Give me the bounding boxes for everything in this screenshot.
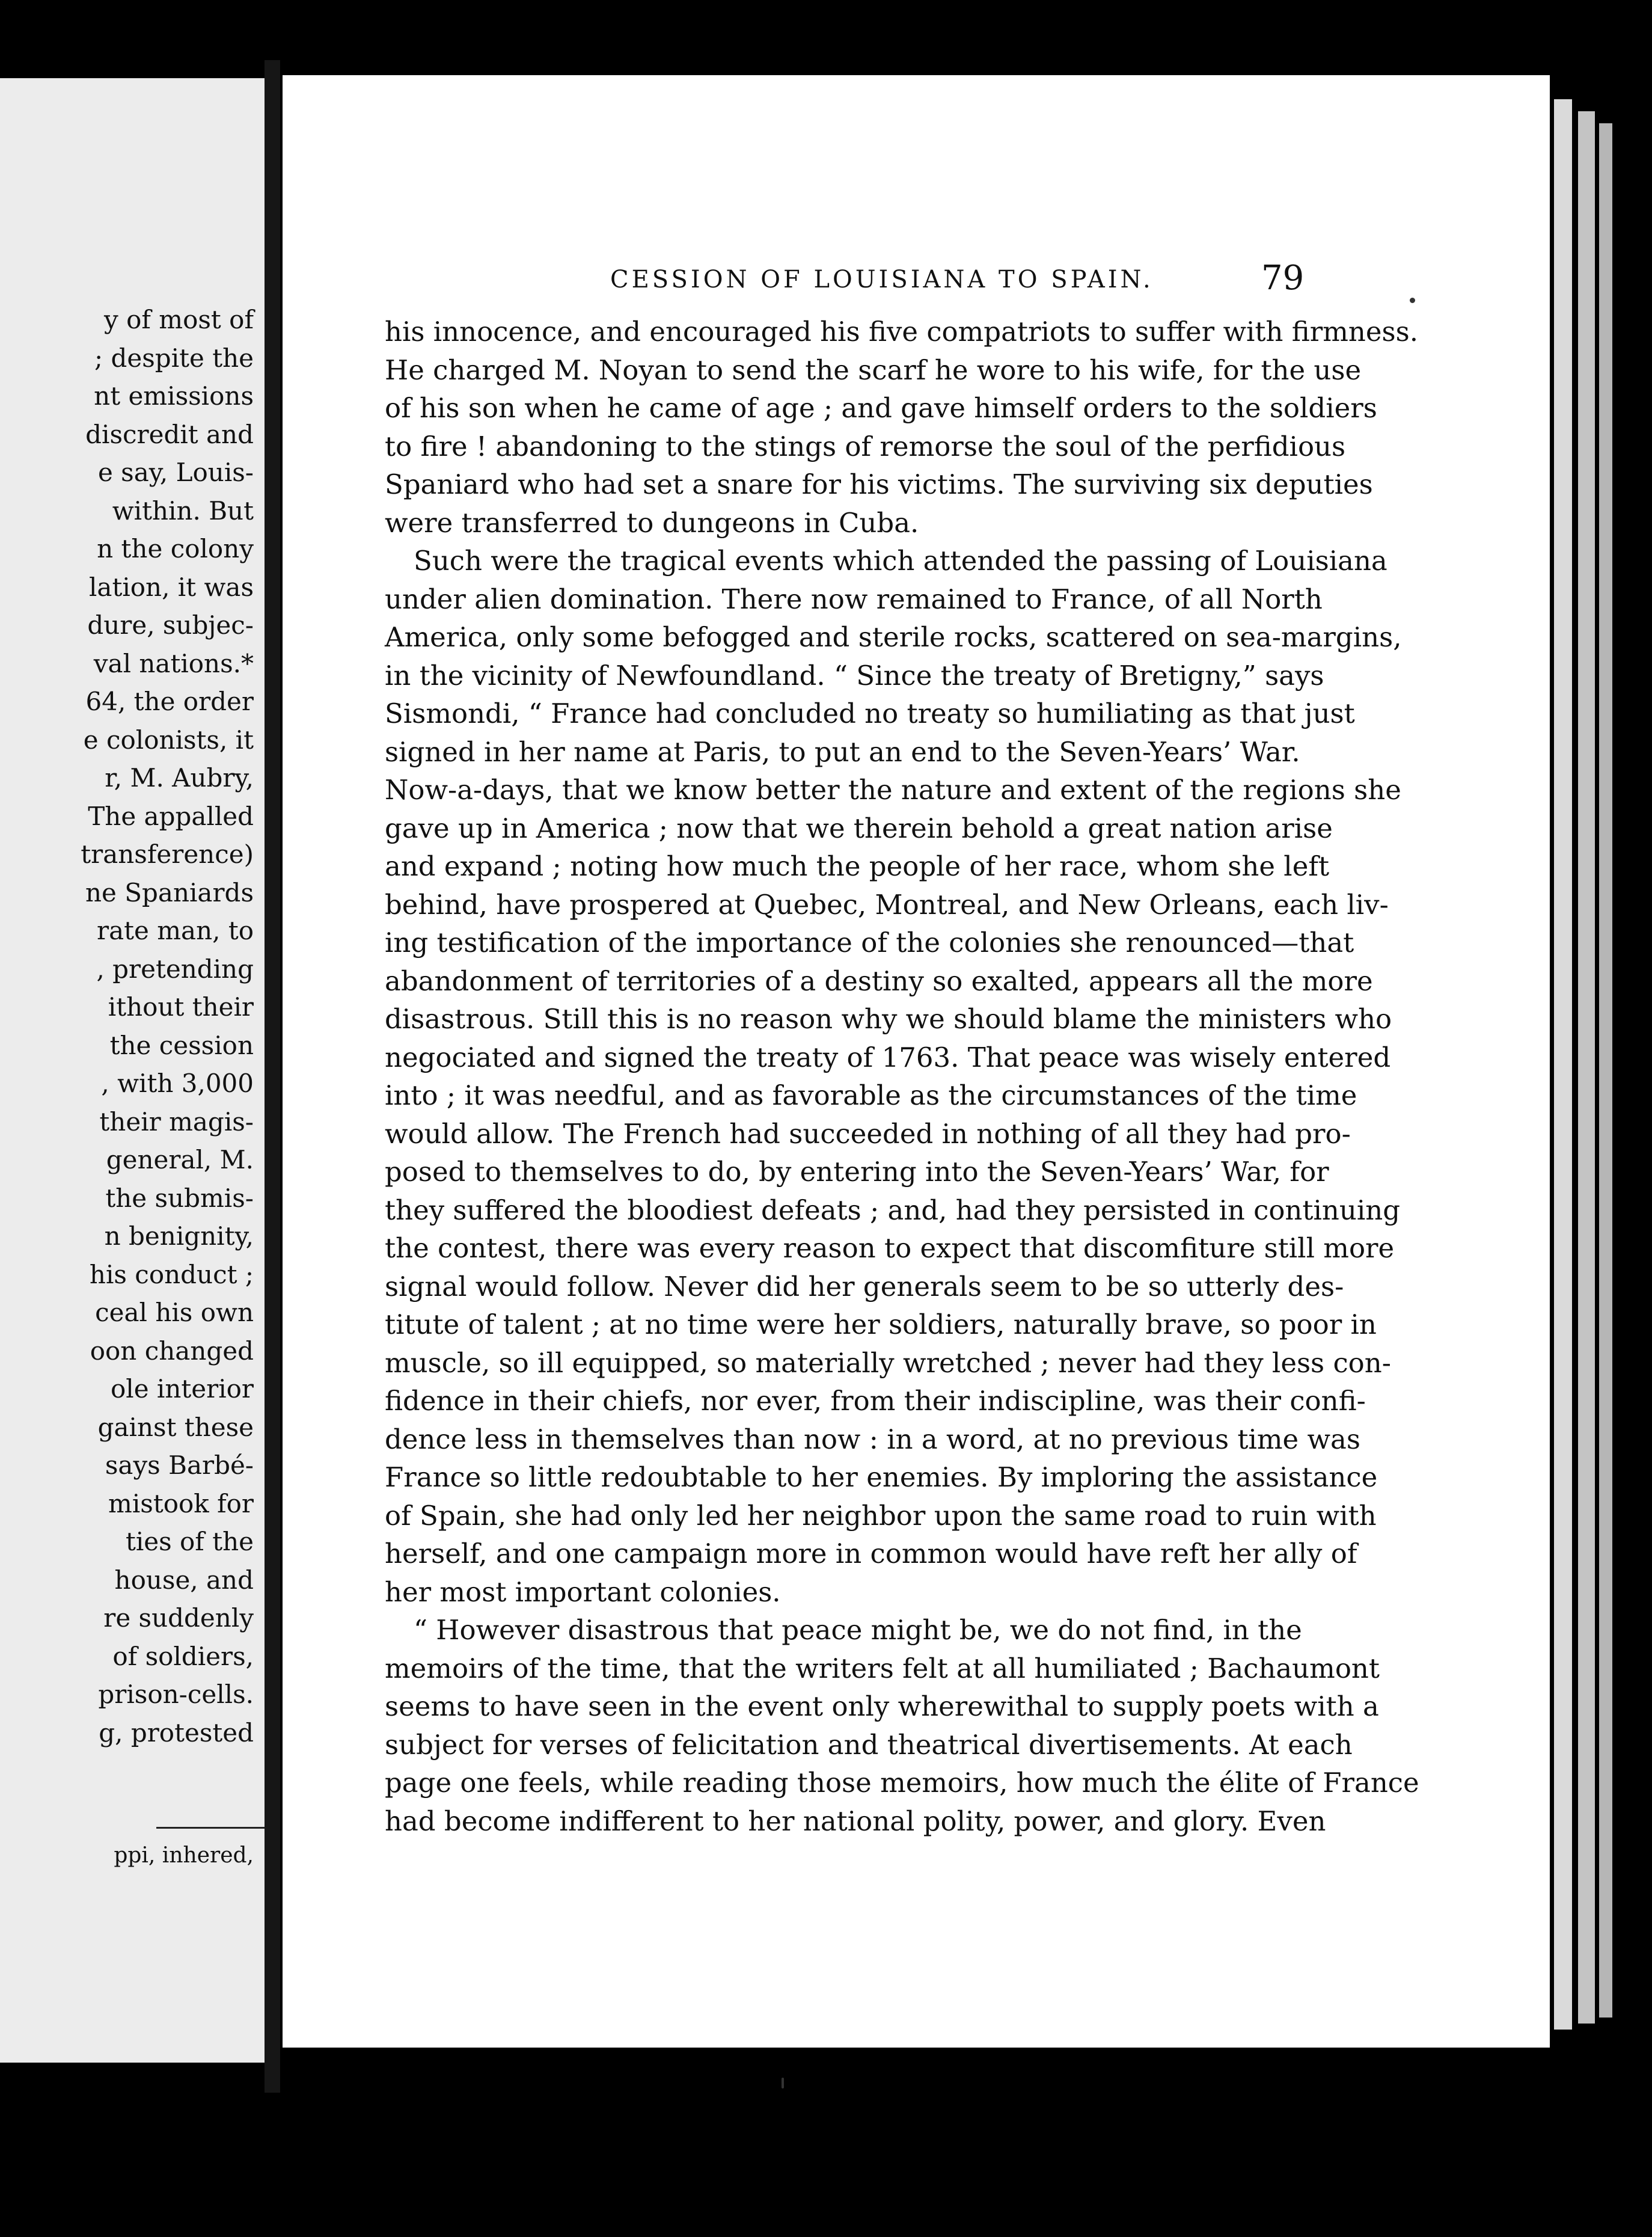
right-page <box>283 75 1550 2048</box>
left-page-line: mistook for <box>108 1488 254 1518</box>
left-page-line: re suddenly <box>103 1603 254 1633</box>
text-line: muscle, so ill equipped, so materially wretched ; never had they less con- <box>385 1346 1391 1379</box>
left-page-line: ; despite the <box>94 343 254 373</box>
text-line: memoirs of the time, that the writers felt at all humiliated ; Bachaumont <box>385 1652 1380 1684</box>
running-head-title: CESSION OF LOUISIANA TO SPAIN. <box>610 266 1154 293</box>
left-page-line: general, M. <box>106 1145 254 1174</box>
book-gutter <box>265 60 280 2093</box>
left-page-line: e colonists, it <box>83 725 254 755</box>
left-page-line: 64, the order <box>85 687 254 716</box>
text-line: Sismondi, “ France had concluded no treaty so humiliating as that just <box>385 698 1355 729</box>
text-line: He charged M. Noyan to send the scarf he wore to his wife, for the use <box>385 354 1362 386</box>
text-line: page one feels, while reading those memoirs, how much the élite of France <box>385 1767 1419 1799</box>
text-line: were transferred to dungeons in Cuba. <box>385 506 919 539</box>
left-page-line: r, M. Aubry, <box>105 763 254 793</box>
left-page-line: n benignity, <box>104 1221 254 1251</box>
left-page-line: the submis- <box>105 1183 254 1213</box>
left-page-line: g, protested <box>99 1717 254 1748</box>
left-page-line: , with 3,000 <box>101 1069 254 1098</box>
text-line: would allow. The French had succeeded in nothing of all they had pro- <box>385 1117 1351 1150</box>
page-edge <box>1578 111 1595 2024</box>
scan-speck <box>1410 298 1415 303</box>
text-line: Such were the tragical events which attended the passing of Louisiana <box>414 545 1387 577</box>
scan-speck <box>782 2078 784 2088</box>
left-page-line: says Barbé- <box>105 1450 254 1480</box>
left-page-line: ole interior <box>110 1374 254 1404</box>
left-page-line: e say, Louis- <box>97 458 254 487</box>
left-page-line: rate man, to <box>97 916 254 945</box>
left-page-line: val nations.* <box>93 648 254 678</box>
footnote-rule <box>156 1827 265 1829</box>
left-page-line: ceal his own <box>95 1298 254 1327</box>
text-line: Now-a-days, that we know better the nature and extent of the regions she <box>385 774 1401 806</box>
left-page-line: n the colony <box>97 534 254 563</box>
page-number: 79 <box>1261 259 1305 298</box>
text-line: into ; it was needful, and as favorable as the circumstances of the time <box>385 1079 1357 1111</box>
body-text <box>385 313 1419 1840</box>
text-line: in the vicinity of Newfoundland. “ Since the treaty of Bretigny,” says <box>385 659 1324 692</box>
left-page-footnote: ppi, inhered, <box>114 1843 254 1868</box>
text-line: had become indifferent to her national polity, power, and glory. Even <box>385 1805 1326 1837</box>
text-line: America, only some befogged and sterile rocks, scattered on sea-margins, <box>385 621 1402 653</box>
left-page-line: , pretending <box>96 954 254 984</box>
left-page-line: transference) <box>81 839 254 869</box>
text-line: gave up in America ; now that we therein behold a great nation arise <box>385 812 1333 844</box>
left-page-line: gainst these <box>97 1412 254 1442</box>
text-line: signed in her name at Paris, to put an end to the Seven-Years’ War. <box>385 735 1300 768</box>
left-page-line: of soldiers, <box>112 1641 254 1671</box>
left-page-line: their magis- <box>99 1106 254 1137</box>
left-page-line: house, and <box>114 1565 254 1595</box>
text-line: to fire ! abandoning to the stings of remorse the soul of the perfidious <box>385 430 1346 462</box>
text-line: her most important colonies. <box>385 1576 781 1608</box>
left-page-line: ties of the <box>125 1527 254 1556</box>
text-line: posed to themselves to do, by entering into the Seven-Years’ War, for <box>385 1156 1329 1188</box>
text-line: France so little redoubtable to her enemies. By imploring the assistance <box>385 1461 1378 1493</box>
left-page-line: oon changed <box>90 1336 254 1366</box>
text-line: signal would follow. Never did her generals seem to be so utterly des- <box>385 1270 1344 1303</box>
text-line: dence less in themselves than now : in a word, at no previous time was <box>385 1423 1360 1455</box>
text-line: under alien domination. There now remained to France, of all North <box>385 583 1323 615</box>
text-line: of his son when he came of age ; and gave himself orders to the soldiers <box>385 392 1377 424</box>
text-line: fidence in their chiefs, nor ever, from their indiscipline, was their confi- <box>385 1385 1366 1417</box>
left-page-line: discredit and <box>85 419 254 449</box>
text-line: Spaniard who had set a snare for his victims. The surviving six deputies <box>385 468 1373 500</box>
text-line: behind, have prospered at Quebec, Montreal, and New Orleans, each liv- <box>385 888 1389 921</box>
text-line: ing testification of the importance of the colonies she renounced—that <box>385 927 1354 959</box>
left-page-text <box>1 301 254 1752</box>
text-line: his innocence, and encouraged his five compatriots to suffer with firmness. <box>385 316 1419 348</box>
page-edge <box>1554 99 1572 2030</box>
text-line: negociated and signed the treaty of 1763. That peace was wisely entered <box>385 1041 1391 1073</box>
text-line: and expand ; noting how much the people of her race, whom she left <box>385 850 1330 882</box>
left-page-line: ne Spaniards <box>85 877 254 907</box>
left-page-line: dure, subjec- <box>87 610 254 640</box>
left-page-line: prison-cells. <box>98 1680 254 1709</box>
left-page-line: within. But <box>112 496 254 526</box>
left-page-line: y of most of <box>104 305 254 334</box>
text-line: herself, and one campaign more in common would have reft her ally of <box>385 1538 1357 1570</box>
text-line: abandonment of territories of a destiny so exalted, appears all the more <box>385 965 1373 997</box>
left-page-line: nt emissions <box>94 381 254 411</box>
left-page-line: his conduct ; <box>89 1259 254 1289</box>
left-page-line: lation, it was <box>88 572 254 602</box>
left-page-line: ithout their <box>108 992 254 1022</box>
text-line: disastrous. Still this is no reason why we should blame the ministers who <box>385 1003 1392 1035</box>
text-line: the contest, there was every reason to expect that discomfiture still more <box>385 1232 1395 1264</box>
left-facing-page <box>0 78 265 2063</box>
text-line: seems to have seen in the event only wherewithal to supply poets with a <box>385 1690 1379 1722</box>
left-page-line: the cession <box>109 1030 254 1060</box>
text-line: “ However disastrous that peace might be, we do not find, in the <box>414 1614 1302 1646</box>
text-line: titute of talent ; at no time were her soldiers, naturally brave, so poor in <box>385 1309 1377 1340</box>
text-line: of Spain, she had only led her neighbor upon the same road to ruin with <box>385 1499 1377 1532</box>
text-line: subject for verses of felicitation and theatrical divertisements. At each <box>385 1728 1353 1761</box>
text-line: they suffered the bloodiest defeats ; and, had they persisted in continuing <box>385 1194 1401 1226</box>
page-edge <box>1599 123 1612 2018</box>
left-page-line: The appalled <box>88 801 254 831</box>
running-head <box>283 259 1550 307</box>
